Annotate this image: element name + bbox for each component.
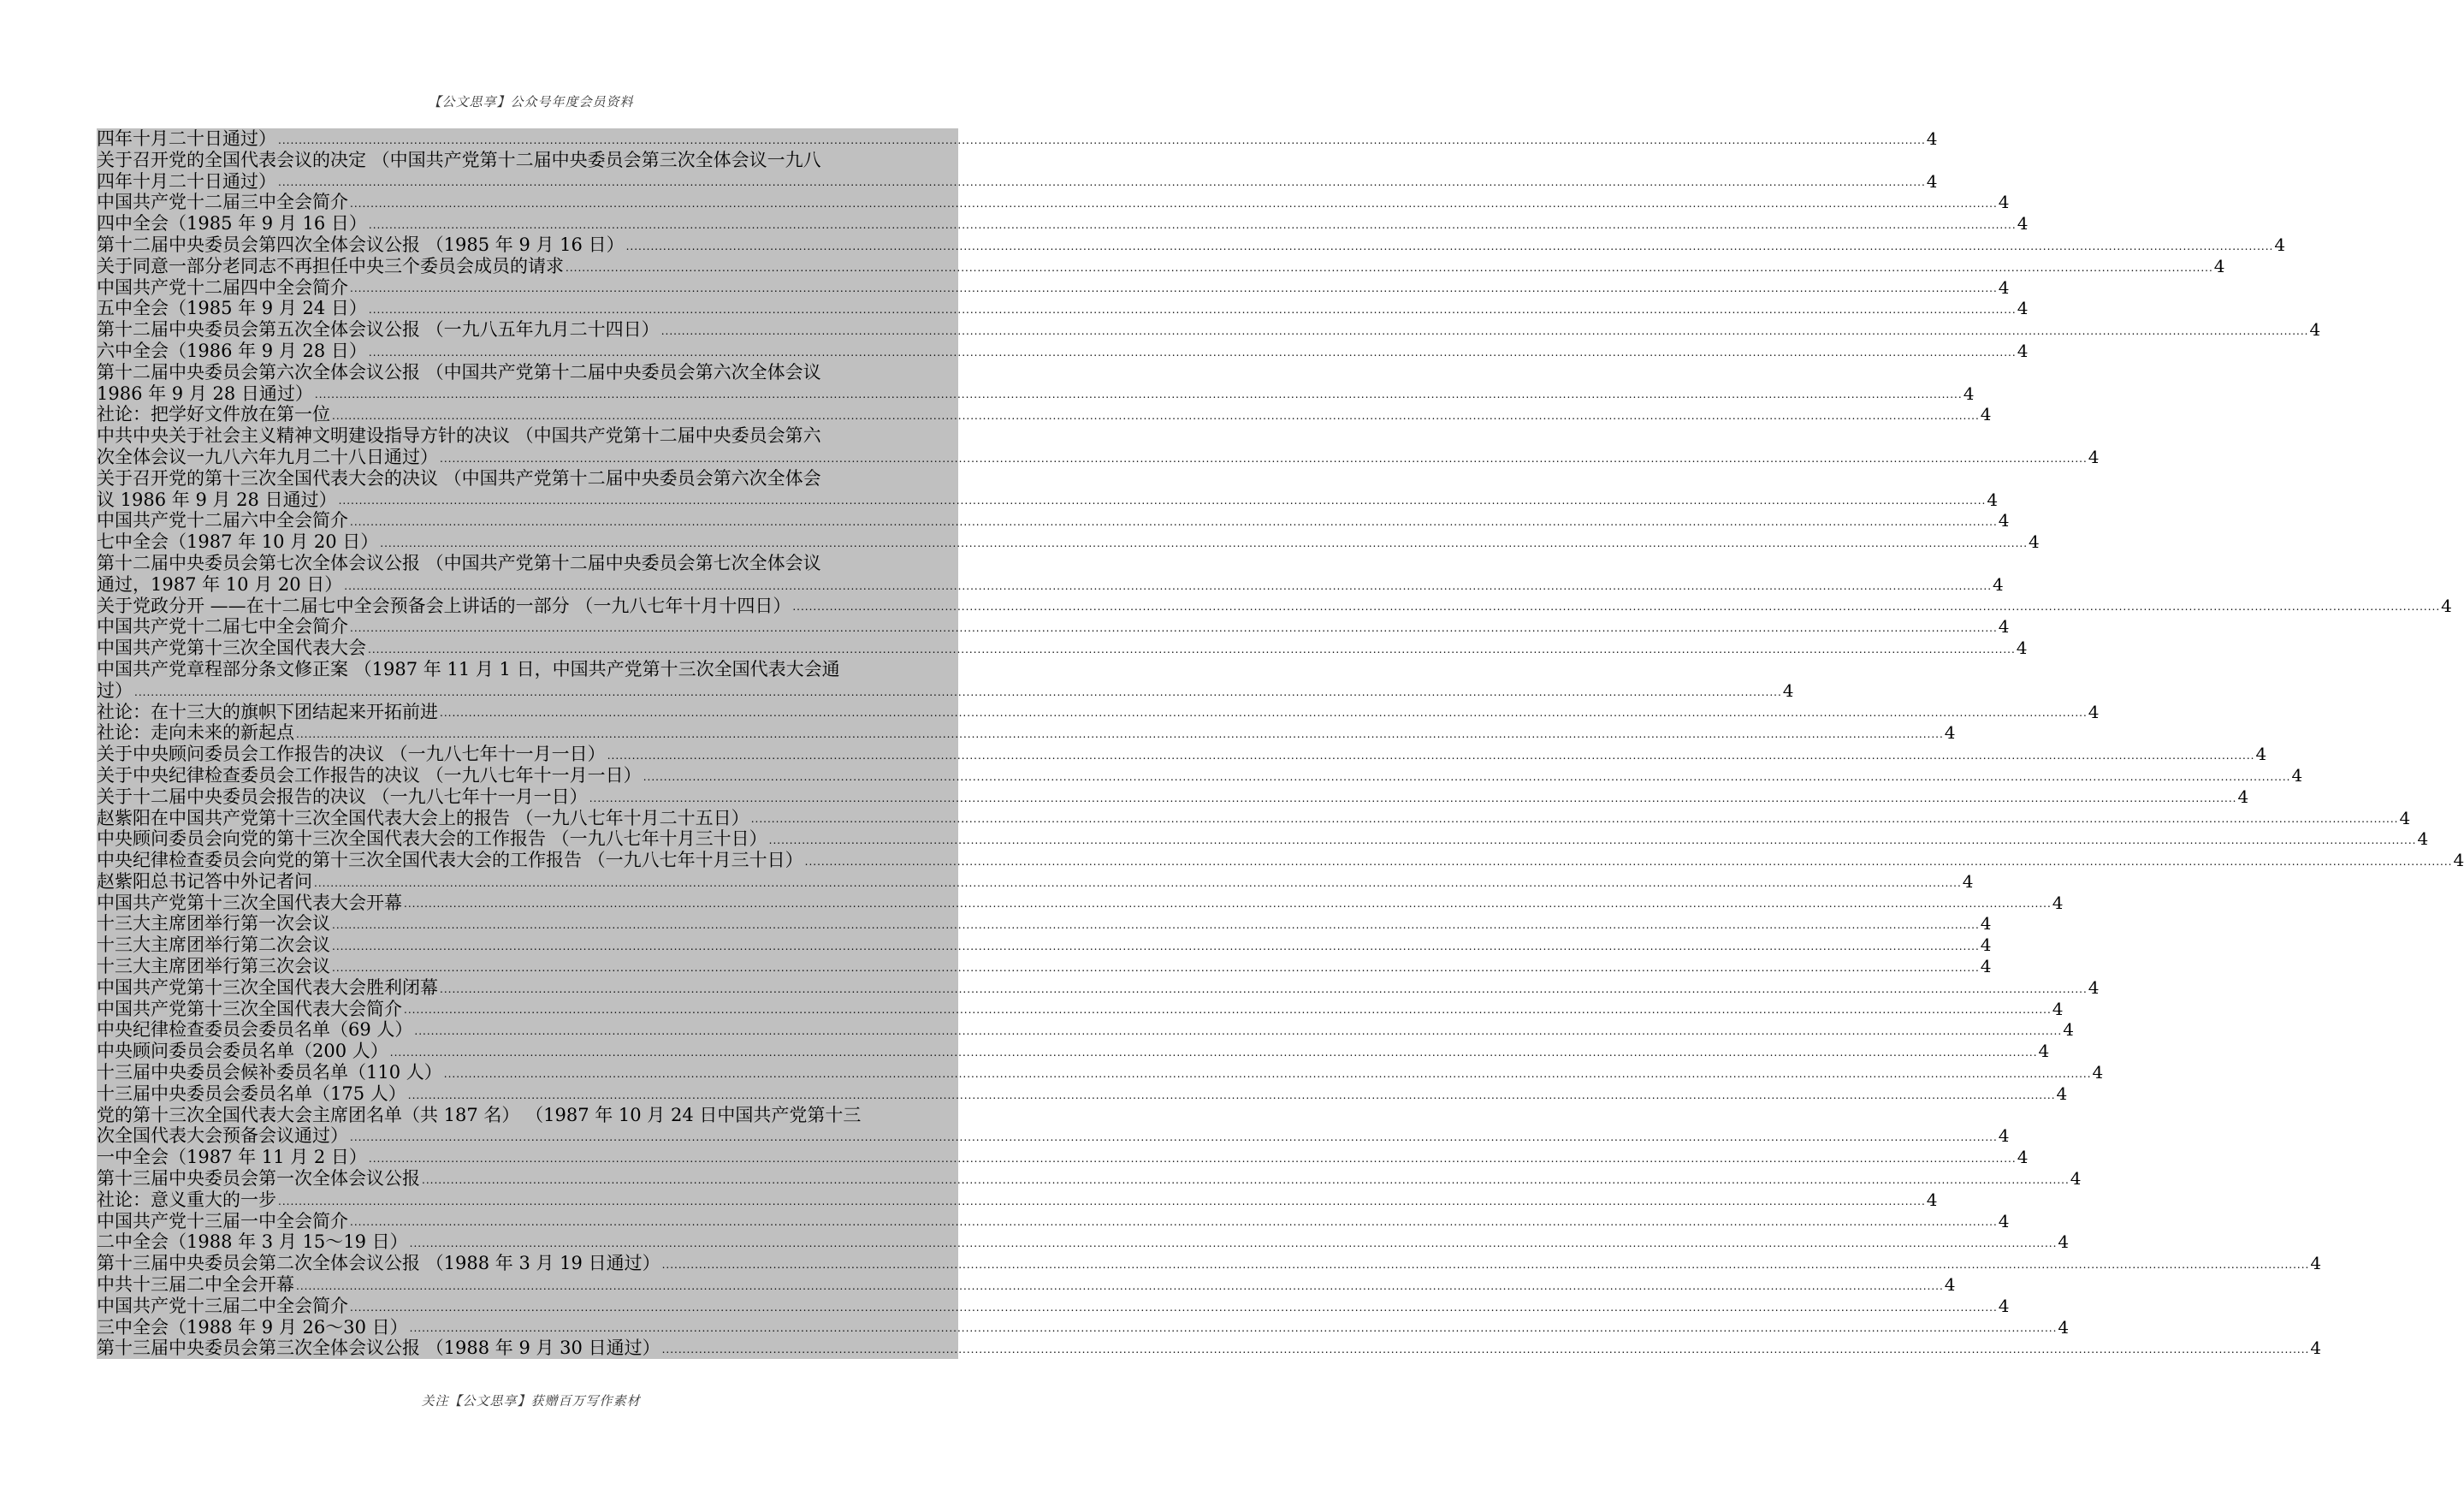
toc-page-number: 4 — [2453, 850, 2464, 871]
toc-entry-title: 中央顾问委员会委员名单（200 人） — [97, 1041, 388, 1062]
toc-entry[interactable] — [97, 489, 1999, 511]
toc-entry-title: 五中全会（1985 年 9 月 24 日） — [97, 298, 367, 319]
toc-entry[interactable] — [97, 850, 2464, 871]
toc-entry-title: 次全国代表大会预备会议通过） — [97, 1125, 348, 1147]
toc-leader-dots: ................................................................................................................................................................................................................................................................................................................................................................................................................ — [368, 346, 2017, 359]
toc-leader-dots: ................................................................................................................................................................................................................................................................................................................................................................................................................ — [422, 1173, 2070, 1186]
toc-page-number: 4 — [1998, 276, 2010, 298]
toc-leader-dots: ................................................................................................................................................................................................................................................................................................................................................................................................................ — [389, 1047, 2038, 1059]
toc-entry[interactable] — [97, 1147, 2029, 1168]
toc-leader-dots: ................................................................................................................................................................................................................................................................................................................................................................................................................ — [589, 792, 2237, 804]
toc-page-number: 4 — [1944, 722, 1956, 744]
toc-entry[interactable] — [97, 1253, 2322, 1274]
toc-entry[interactable] — [97, 1274, 1956, 1296]
toc-entry-title: 第十二届中央委员会第五次全体会议公报 （一九八五年九月二十四日） — [97, 319, 660, 341]
toc-leader-dots: ................................................................................................................................................................................................................................................................................................................................................................................................................ — [332, 410, 1980, 423]
toc-leader-dots: ................................................................................................................................................................................................................................................................................................................................................................................................................ — [368, 1153, 2017, 1166]
toc-entry-title: 中国共产党十二届三中全会简介 — [97, 192, 348, 213]
toc-entry[interactable] — [97, 573, 2004, 596]
toc-page-number: 4 — [1998, 1295, 2010, 1316]
toc-page-number: 4 — [2092, 1062, 2104, 1083]
toc-entry-title: 过） — [97, 679, 133, 701]
toc-leader-dots: ................................................................................................................................................................................................................................................................................................................................................................................................................ — [296, 1279, 1944, 1292]
toc-page-number: 4 — [2052, 998, 2064, 1019]
toc-page-number: 4 — [2058, 1316, 2070, 1338]
toc-leader-dots: ................................................................................................................................................................................................................................................................................................................................................................................................................ — [314, 876, 1962, 889]
toc-leader-dots: ................................................................................................................................................................................................................................................................................................................................................................................................................ — [440, 707, 2088, 720]
toc-entry-title: 四年十月二十日通过） — [97, 128, 276, 149]
toc-leader-dots: ................................................................................................................................................................................................................................................................................................................................................................................................................ — [792, 601, 2441, 614]
toc-entry[interactable] — [97, 255, 2225, 277]
toc-entry[interactable] — [97, 786, 2249, 808]
page-header: 【公文思享】公众号年度会员资料 — [428, 94, 634, 110]
toc-leader-dots: ................................................................................................................................................................................................................................................................................................................................................................................................................ — [607, 749, 2255, 762]
toc-leader-dots: ................................................................................................................................................................................................................................................................................................................................................................................................................ — [344, 579, 1993, 592]
toc-leader-dots: ................................................................................................................................................................................................................................................................................................................................................................................................................ — [368, 218, 2017, 231]
toc-entry[interactable] — [97, 192, 2010, 213]
toc-entry-title: 二中全会（1988 年 3 月 15～19 日） — [97, 1231, 408, 1253]
toc-entry[interactable] — [97, 298, 2029, 319]
toc-leader-dots: ................................................................................................................................................................................................................................................................................................................................................................................................................ — [643, 770, 2291, 783]
toc-page-number: 4 — [2399, 807, 2411, 828]
toc-entry[interactable] — [97, 998, 2064, 1020]
toc-page-number: 4 — [1926, 128, 1938, 149]
toc-leader-dots: ................................................................................................................................................................................................................................................................................................................................................................................................................ — [440, 452, 2088, 465]
toc-page-number: 4 — [1980, 934, 1992, 956]
toc-page-number: 4 — [2056, 1083, 2068, 1104]
toc-page-number: 4 — [2088, 976, 2100, 998]
toc-leader-dots: ................................................................................................................................................................................................................................................................................................................................................................................................................ — [660, 324, 2309, 337]
toc-entry[interactable] — [97, 956, 1992, 977]
toc-page-number: 4 — [2070, 1168, 2082, 1190]
toc-entry[interactable] — [97, 828, 2429, 850]
toc-leader-dots: ................................................................................................................................................................................................................................................................................................................................................................................................................ — [332, 961, 1980, 974]
toc-page-number: 4 — [1998, 1210, 2010, 1231]
toc-entry[interactable] — [97, 1316, 2070, 1338]
toc-entry-title: 赵紫阳总书记答中外记者问 — [97, 870, 312, 892]
toc-entry[interactable] — [97, 616, 2010, 638]
toc-page-number: 4 — [2017, 213, 2029, 234]
toc-page-number: 4 — [2309, 319, 2321, 341]
toc-leader-dots: ................................................................................................................................................................................................................................................................................................................................................................................................................ — [278, 1195, 1926, 1207]
toc-entry-title: 四中全会（1985 年 9 月 16 日） — [97, 213, 367, 234]
toc-entry-continued[interactable]: 中共中央关于社会主义精神文明建设指导方针的决议 （中国共产党第十二届中央委员会第六 — [97, 425, 821, 447]
toc-leader-dots: ................................................................................................................................................................................................................................................................................................................................................................................................................ — [414, 1025, 2063, 1038]
toc-entry-continued[interactable]: 第十二届中央委员会第七次全体会议公报 （中国共产党第十二届中央委员会第七次全体会议 — [97, 552, 821, 573]
toc-entry-title: 1986 年 9 月 28 日通过） — [97, 383, 313, 404]
toc-entry-title: 关于同意一部分老同志不再担任中央三个委员会成员的请求 — [97, 255, 564, 276]
toc-entry[interactable] — [97, 913, 1992, 934]
toc-page-number: 4 — [2310, 1253, 2322, 1274]
toc-entry-title: 十三大主席团举行第三次会议 — [97, 956, 330, 977]
toc-entry-continued[interactable]: 第十二届中央委员会第六次全体会议公报 （中国共产党第十二届中央委员会第六次全体会议 — [97, 361, 821, 383]
toc-entry-title: 中央纪律检查委员会委员名单（69 人） — [97, 1019, 413, 1041]
toc-entry[interactable] — [97, 1168, 2082, 1190]
toc-page-number: 4 — [2029, 531, 2040, 553]
toc-leader-dots: ................................................................................................................................................................................................................................................................................................................................................................................................................ — [134, 685, 1782, 698]
toc-leader-dots: ................................................................................................................................................................................................................................................................................................................................................................................................................ — [350, 282, 1998, 295]
toc-entry-title: 关于中央顾问委员会工作报告的决议 （一九八七年十一月一日） — [97, 744, 606, 765]
toc-leader-dots: ................................................................................................................................................................................................................................................................................................................................................................................................................ — [804, 855, 2453, 868]
toc-page-number: 4 — [2417, 828, 2429, 850]
toc-leader-dots: ................................................................................................................................................................................................................................................................................................................................................................................................................ — [350, 198, 1998, 211]
toc-page-number: 4 — [2213, 255, 2225, 276]
toc-entry-continued[interactable]: 关于召开党的第十三次全国代表大会的决议 （中国共产党第十二届中央委员会第六次全体会 — [97, 467, 821, 489]
toc-entry-continued[interactable]: 党的第十三次全国代表大会主席团名单（共 187 名） （1987 年 10 月 24 日中国共产党第十三 — [97, 1104, 862, 1125]
toc-leader-dots: ................................................................................................................................................................................................................................................................................................................................................................................................................ — [350, 1301, 1998, 1314]
toc-leader-dots: ................................................................................................................................................................................................................................................................................................................................................................................................................ — [404, 898, 2052, 911]
toc-entry[interactable] — [97, 170, 1938, 193]
toc-page-number: 4 — [1782, 679, 1794, 701]
toc-entry-title: 三中全会（1988 年 9 月 26～30 日） — [97, 1316, 408, 1338]
toc-leader-dots: ................................................................................................................................................................................................................................................................................................................................................................................................................ — [566, 261, 2213, 274]
toc-leader-dots: ................................................................................................................................................................................................................................................................................................................................................................................................................ — [625, 240, 2274, 252]
toc-page-number: 4 — [1980, 956, 1992, 977]
toc-page-number: 4 — [1998, 616, 2010, 638]
toc-entry-title: 社论：把学好文件放在第一位 — [97, 404, 330, 425]
toc-entry[interactable] — [97, 934, 1992, 956]
toc-entry[interactable] — [97, 1338, 2322, 1359]
toc-page-number: 4 — [1944, 1274, 1956, 1296]
toc-leader-dots: ................................................................................................................................................................................................................................................................................................................................................................................................................ — [278, 176, 1926, 189]
toc-entry-title: 关于十二届中央委员会报告的决议 （一九八七年十一月一日） — [97, 786, 588, 807]
toc-entry-continued[interactable]: 中国共产党章程部分条文修正案 （1987 年 11 月 1 日，中国共产党第十三次全国代表大会通 — [97, 658, 840, 679]
toc-entry-title: 中国共产党十二届七中全会简介 — [97, 616, 348, 638]
toc-page-number: 4 — [2063, 1019, 2074, 1041]
toc-leader-dots: ................................................................................................................................................................................................................................................................................................................................................................................................................ — [278, 133, 1926, 146]
toc-entry[interactable] — [97, 1210, 2010, 1232]
toc-entry[interactable] — [97, 1019, 2074, 1041]
toc-page-number: 4 — [2017, 340, 2029, 361]
toc-entry-title: 关于中央纪律检查委员会工作报告的决议 （一九八七年十一月一日） — [97, 764, 642, 786]
toc-entry-title: 次全体会议一九八六年九月二十八日通过） — [97, 446, 438, 467]
toc-page-number: 4 — [2237, 786, 2249, 807]
toc-entry-title: 中国共产党第十三次全国代表大会开幕 — [97, 892, 402, 913]
toc-page-number: 4 — [1998, 192, 2010, 213]
toc-entry[interactable] — [97, 1041, 2050, 1062]
toc-entry[interactable] — [97, 383, 1975, 405]
toc-entry[interactable] — [97, 276, 2010, 299]
toc-entry-title: 通过，1987 年 10 月 20 日） — [97, 573, 343, 595]
toc-entry-title: 中央纪律检查委员会向党的第十三次全国代表大会的工作报告 （一九八七年十月三十日） — [97, 850, 803, 871]
toc-entry-title: 中国共产党第十三次全国代表大会简介 — [97, 998, 402, 1019]
toc-entry-title: 中共十三届二中全会开幕 — [97, 1274, 294, 1296]
toc-entry-title: 第十三届中央委员会第一次全体会议公报 — [97, 1168, 420, 1190]
toc-entry-title: 中国共产党十三届二中全会简介 — [97, 1295, 348, 1316]
toc-page-number: 4 — [2017, 298, 2029, 319]
table-of-contents — [97, 128, 2464, 1359]
toc-entry-title: 中国共产党十三届一中全会简介 — [97, 1210, 348, 1231]
toc-page-number: 4 — [2310, 1338, 2322, 1359]
toc-leader-dots: ................................................................................................................................................................................................................................................................................................................................................................................................................ — [368, 643, 2016, 656]
toc-entry[interactable] — [97, 319, 2321, 341]
toc-leader-dots: ................................................................................................................................................................................................................................................................................................................................................................................................................ — [338, 495, 1987, 507]
page-footer: 关注【公文思享】获赠百万写作素材 — [421, 1393, 641, 1409]
toc-page-number: 4 — [1993, 573, 2004, 595]
toc-leader-dots: ................................................................................................................................................................................................................................................................................................................................................................................................................ — [409, 1322, 2058, 1335]
toc-page-number: 4 — [2088, 701, 2100, 722]
toc-entry-title: 十三大主席团举行第一次会议 — [97, 913, 330, 934]
toc-leader-dots: ................................................................................................................................................................................................................................................................................................................................................................................................................ — [332, 940, 1980, 953]
toc-entry-title: 七中全会（1987 年 10 月 20 日） — [97, 531, 379, 553]
toc-entry-title: 关于党政分开 ——在十二届七中全会预备会上讲话的一部分 （一九八七年十月十四日） — [97, 595, 791, 616]
toc-page-number: 4 — [1963, 383, 1975, 404]
toc-leader-dots: ................................................................................................................................................................................................................................................................................................................................................................................................................ — [440, 982, 2088, 995]
toc-entry-title: 中国共产党十二届六中全会简介 — [97, 510, 348, 531]
toc-entry-title: 四年十月二十日通过） — [97, 170, 276, 192]
toc-entry[interactable] — [97, 1189, 1938, 1211]
toc-entry[interactable] — [97, 679, 1794, 702]
toc-leader-dots: ................................................................................................................................................................................................................................................................................................................................................................................................................ — [750, 813, 2399, 826]
toc-entry-title: 十三大主席团举行第二次会议 — [97, 934, 330, 956]
toc-entry-title: 第十二届中央委员会第四次全体会议公报 （1985 年 9 月 16 日） — [97, 234, 625, 255]
toc-page-number: 4 — [2038, 1041, 2050, 1062]
toc-page-number: 4 — [1962, 870, 1974, 892]
toc-entry[interactable] — [97, 1125, 2010, 1147]
toc-leader-dots: ................................................................................................................................................................................................................................................................................................................................................................................................................ — [661, 1344, 2310, 1356]
toc-entry-title: 第十三届中央委员会第三次全体会议公报 （1988 年 9 月 30 日通过） — [97, 1338, 660, 1359]
toc-page-number: 4 — [1926, 1189, 1938, 1210]
toc-leader-dots: ................................................................................................................................................................................................................................................................................................................................................................................................................ — [443, 1067, 2092, 1080]
toc-entry[interactable] — [97, 595, 2452, 617]
toc-entry[interactable] — [97, 1295, 2010, 1317]
toc-entry[interactable] — [97, 1231, 2070, 1253]
toc-leader-dots: ................................................................................................................................................................................................................................................................................................................................................................................................................ — [350, 622, 1998, 635]
toc-entry[interactable] — [97, 722, 1956, 744]
toc-entry[interactable] — [97, 744, 2267, 765]
toc-entry[interactable] — [97, 340, 2029, 362]
toc-entry-title: 十三届中央委员会委员名单（175 人） — [97, 1083, 406, 1104]
toc-entry[interactable] — [97, 807, 2411, 829]
toc-entry-title: 六中全会（1986 年 9 月 28 日） — [97, 340, 367, 361]
toc-entry[interactable] — [97, 1083, 2068, 1105]
toc-entry-title: 社论：意义重大的一步 — [97, 1189, 276, 1210]
toc-page-number: 4 — [1998, 1125, 2010, 1147]
toc-page-number: 4 — [1980, 913, 1992, 934]
toc-entry[interactable] — [97, 213, 2029, 234]
toc-leader-dots: ................................................................................................................................................................................................................................................................................................................................................................................................................ — [296, 728, 1944, 741]
toc-leader-dots: ................................................................................................................................................................................................................................................................................................................................................................................................................ — [332, 919, 1980, 932]
toc-page-number: 4 — [1980, 404, 1992, 425]
toc-page-number: 4 — [2052, 892, 2064, 913]
toc-page-number: 4 — [2441, 595, 2452, 616]
toc-page-number: 4 — [1926, 170, 1938, 192]
toc-entry[interactable] — [97, 892, 2064, 914]
toc-entry-title: 社论：在十三大的旗帜下团结起来开拓前进 — [97, 701, 438, 722]
toc-leader-dots: ................................................................................................................................................................................................................................................................................................................................................................................................................ — [350, 1131, 1998, 1144]
toc-entry-title: 第十三届中央委员会第二次全体会议公报 （1988 年 3 月 19 日通过） — [97, 1253, 660, 1274]
toc-entry[interactable] — [97, 128, 1938, 150]
toc-page-number: 4 — [2088, 446, 2100, 467]
toc-page-number: 4 — [2058, 1231, 2070, 1253]
toc-leader-dots: ................................................................................................................................................................................................................................................................................................................................................................................................................ — [368, 304, 2017, 317]
toc-entry[interactable] — [97, 870, 1974, 893]
toc-entry[interactable] — [97, 638, 2028, 659]
toc-entry-title: 赵紫阳在中国共产党第十三次全国代表大会上的报告 （一九八七年十月二十五日） — [97, 807, 749, 828]
toc-leader-dots: ................................................................................................................................................................................................................................................................................................................................................................................................................ — [407, 1089, 2056, 1101]
toc-leader-dots: ................................................................................................................................................................................................................................................................................................................................................................................................................ — [380, 537, 2029, 549]
toc-entry-title: 一中全会（1987 年 11 月 2 日） — [97, 1147, 367, 1168]
toc-entry[interactable] — [97, 446, 2100, 468]
toc-entry-continued[interactable]: 关于召开党的全国代表会议的决定 （中国共产党第十二届中央委员会第三次全体会议一九八 — [97, 149, 821, 170]
toc-page-number: 4 — [2274, 234, 2286, 255]
toc-page-number: 4 — [1987, 489, 1999, 510]
toc-entry[interactable] — [97, 404, 1992, 425]
toc-page-number: 4 — [2016, 638, 2028, 659]
toc-entry[interactable] — [97, 701, 2100, 723]
toc-leader-dots: ................................................................................................................................................................................................................................................................................................................................................................................................................ — [350, 516, 1998, 529]
toc-leader-dots: ................................................................................................................................................................................................................................................................................................................................................................................................................ — [404, 1004, 2052, 1017]
toc-leader-dots: ................................................................................................................................................................................................................................................................................................................................................................................................................ — [314, 389, 1963, 401]
toc-entry-title: 中国共产党第十三次全国代表大会 — [97, 638, 366, 659]
toc-entry-title: 中国共产党第十三次全国代表大会胜利闭幕 — [97, 976, 438, 998]
toc-leader-dots: ................................................................................................................................................................................................................................................................................................................................................................................................................ — [661, 1259, 2310, 1272]
toc-page-number: 4 — [2017, 1147, 2029, 1168]
toc-leader-dots: ................................................................................................................................................................................................................................................................................................................................................................................................................ — [350, 1216, 1998, 1229]
toc-entry[interactable] — [97, 510, 2010, 531]
toc-page-number: 4 — [2255, 744, 2267, 765]
toc-entry[interactable] — [97, 1062, 2104, 1083]
toc-leader-dots: ................................................................................................................................................................................................................................................................................................................................................................................................................ — [768, 834, 2417, 847]
toc-page-number: 4 — [1998, 510, 2010, 531]
toc-page-number: 4 — [2291, 764, 2303, 786]
toc-entry[interactable] — [97, 531, 2040, 553]
toc-entry-title: 中央顾问委员会向党的第十三次全国代表大会的工作报告 （一九八七年十月三十日） — [97, 828, 767, 850]
toc-entry-title: 社论：走向未来的新起点 — [97, 722, 294, 744]
toc-entry-title: 中国共产党十二届四中全会简介 — [97, 276, 348, 298]
toc-entry-title: 十三届中央委员会候补委员名单（110 人） — [97, 1062, 442, 1083]
toc-leader-dots: ................................................................................................................................................................................................................................................................................................................................................................................................................ — [409, 1237, 2058, 1250]
toc-entry[interactable] — [97, 976, 2100, 999]
toc-entry[interactable] — [97, 234, 2286, 256]
toc-entry-title: 议 1986 年 9 月 28 日通过） — [97, 489, 337, 510]
toc-entry[interactable] — [97, 764, 2303, 786]
